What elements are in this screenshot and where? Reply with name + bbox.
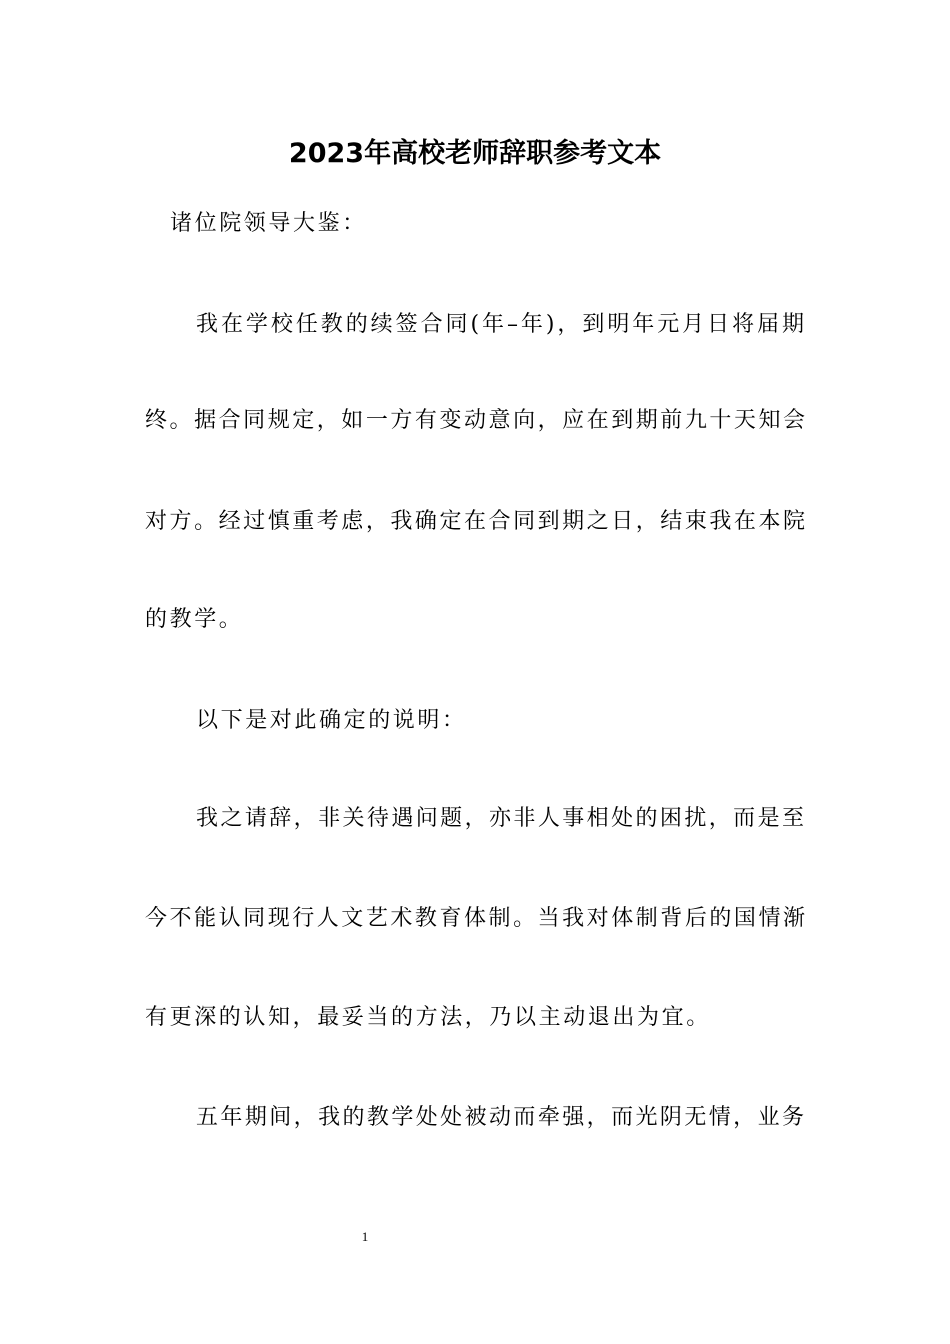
paragraph-line: 的教学。	[145, 607, 244, 632]
paragraph-line: 终。据合同规定，如一方有变动意向，应在到期前九十天知会	[145, 408, 805, 433]
page-number: 1	[361, 1229, 369, 1244]
salutation: 诸位院领导大鉴：	[170, 211, 367, 236]
document-title: 2023年高校老师辞职参考文本	[288, 138, 662, 169]
paragraph-line: 我在学校任教的续签合同(年–年)，到明年元月日将届期	[196, 312, 804, 337]
paragraph-line: 五年期间，我的教学处处被动而牵强，而光阴无情，业务	[196, 1105, 804, 1130]
paragraph-line: 我之请辞，非关待遇问题，亦非人事相处的困扰，而是至	[196, 806, 804, 831]
paragraph-line: 以下是对此确定的说明：	[196, 708, 467, 733]
paragraph-line: 今不能认同现行人文艺术教育体制。当我对体制背后的国情渐	[145, 906, 805, 931]
paragraph-line: 有更深的认知，最妥当的方法，乃以主动退出为宜。	[145, 1005, 711, 1030]
paragraph-line: 对方。经过慎重考虑，我确定在合同到期之日，结束我在本院	[145, 509, 805, 534]
